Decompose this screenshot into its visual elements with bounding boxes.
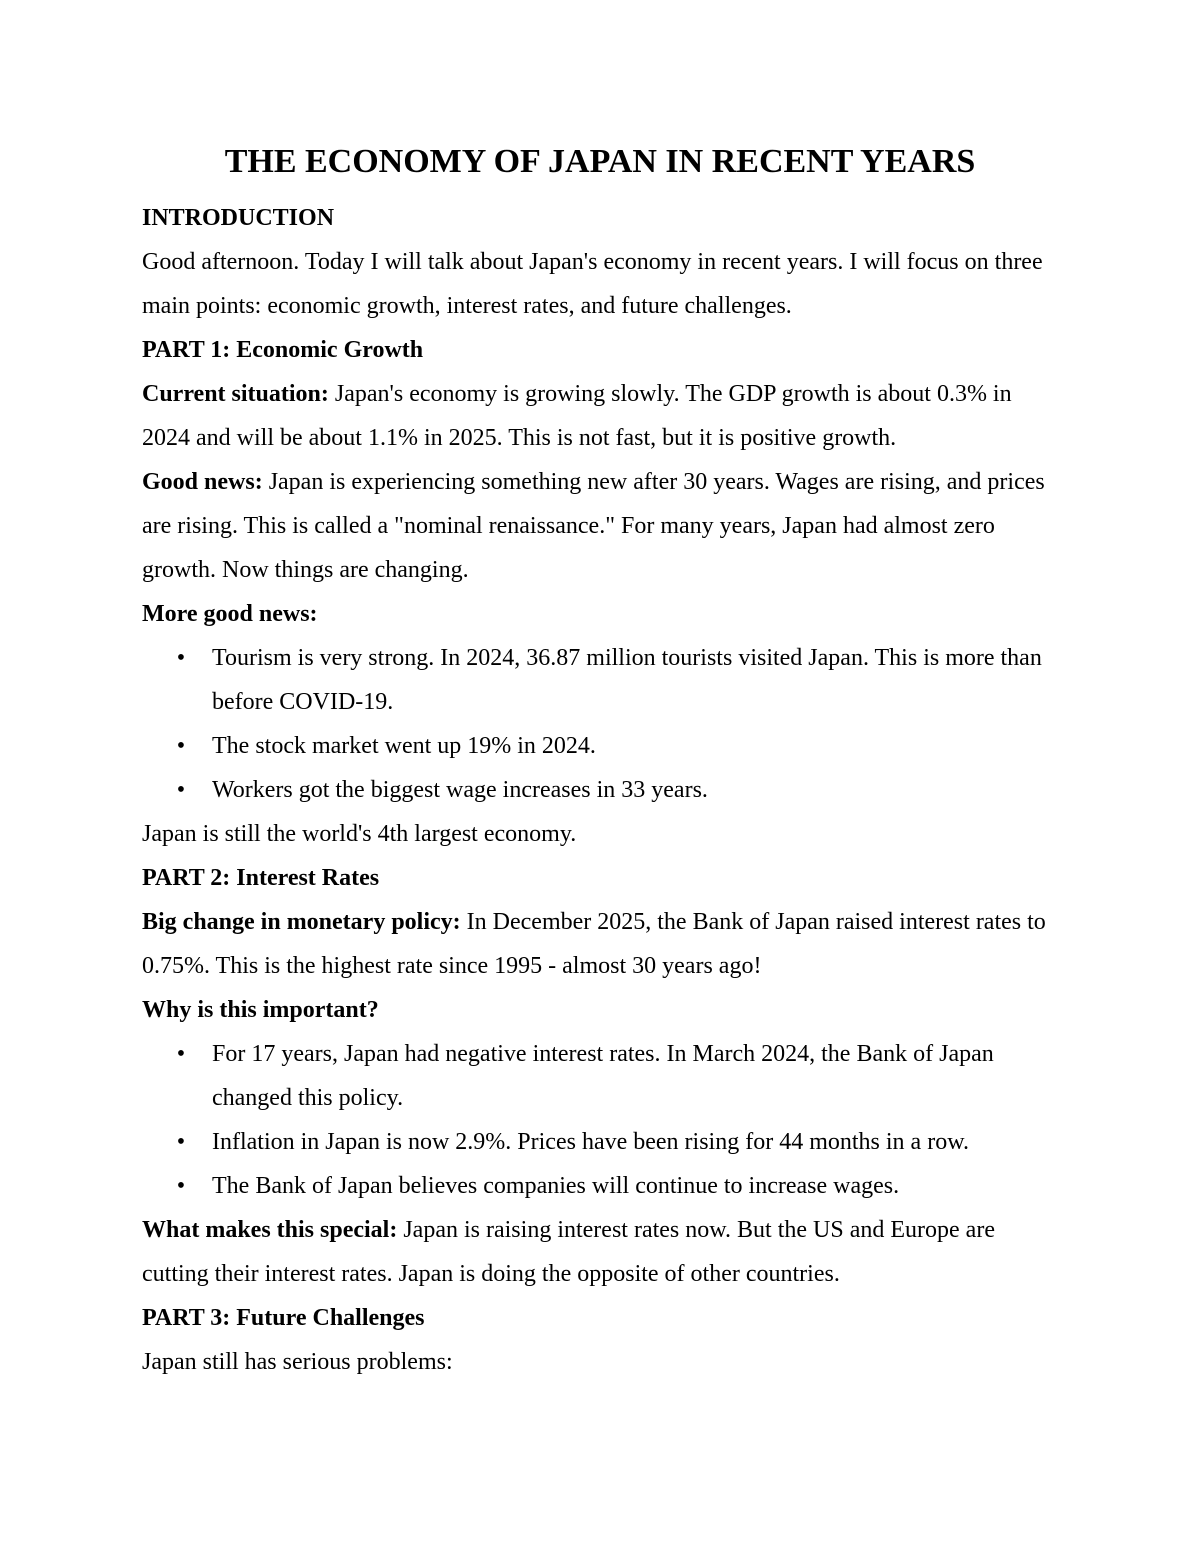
why-important-label: Why is this important?: [142, 997, 379, 1023]
list-item: [142, 636, 1062, 724]
bullet-icon: •: [176, 777, 186, 803]
introduction-heading: INTRODUCTION: [142, 205, 335, 231]
monetary-policy-paragraph: [142, 900, 1062, 988]
bullet-icon: •: [176, 733, 186, 759]
part1-heading: PART 1: Economic Growth: [142, 337, 424, 363]
part3-heading: PART 3: Future Challenges: [142, 1305, 425, 1331]
what-makes-special-text: Japan is raising interest rates now. But the US and Europe are cutting their interest rates. Japan is doing the opposite of other countries.: [142, 1217, 995, 1287]
part2-heading: PART 2: Interest Rates: [142, 865, 380, 891]
good-news-paragraph: [142, 460, 1062, 592]
bullet-icon: •: [176, 1041, 186, 1067]
list-item-text: For 17 years, Japan had negative interest rates. In March 2024, the Bank of Japan changed this policy.: [212, 1041, 994, 1111]
part2-bullet-list: [142, 1032, 1062, 1208]
list-item-text: Tourism is very strong. In 2024, 36.87 million tourists visited Japan. This is more than before COVID-19.: [212, 645, 1042, 715]
more-good-news-label: More good news:: [142, 601, 318, 627]
good-news-label: Good news:: [142, 469, 263, 495]
list-item: [142, 724, 1062, 768]
list-item: [142, 1120, 1062, 1164]
bullet-icon: •: [176, 1173, 186, 1199]
document-body: [142, 196, 1062, 1384]
current-situation-label: Current situation:: [142, 381, 329, 407]
current-situation-paragraph: [142, 372, 1062, 460]
what-makes-special-label: What makes this special:: [142, 1217, 398, 1243]
list-item: [142, 1032, 1062, 1120]
list-item: [142, 1164, 1062, 1208]
monetary-policy-text: In December 2025, the Bank of Japan raised interest rates to 0.75%. This is the highest rate since 1995 - almost 30 years ago!: [142, 909, 1046, 979]
part3-paragraph: Japan still has serious problems:: [142, 1349, 453, 1375]
good-news-text: Japan is experiencing something new after 30 years. Wages are rising, and prices are rising. This is called a "nominal renaissance." For many years, Japan had almost zero growth. Now things are changing.: [142, 469, 1045, 583]
list-item-text: Workers got the biggest wage increases in 33 years.: [212, 777, 708, 803]
list-item: [142, 768, 1062, 812]
document-title: THE ECONOMY OF JAPAN IN RECENT YEARS: [224, 143, 976, 180]
current-situation-text: Japan's economy is growing slowly. The GDP growth is about 0.3% in 2024 and will be about 1.1% in 2025. This is not fast, but it is positive growth.: [142, 381, 1012, 451]
list-item-text: The Bank of Japan believes companies will continue to increase wages.: [212, 1173, 900, 1199]
list-item-text: Inflation in Japan is now 2.9%. Prices have been rising for 44 months in a row.: [212, 1129, 969, 1155]
list-item-text: The stock market went up 19% in 2024.: [212, 733, 596, 759]
part1-closing-paragraph: Japan is still the world's 4th largest economy.: [142, 821, 577, 847]
what-makes-special-paragraph: [142, 1208, 1062, 1296]
bullet-icon: •: [176, 1129, 186, 1155]
bullet-icon: •: [176, 645, 186, 671]
introduction-paragraph: Good afternoon. Today I will talk about Japan's economy in recent years. I will focus on three main points: economic growth, interest rates, and future challenges.: [142, 249, 1043, 319]
part1-bullet-list: [142, 636, 1062, 812]
monetary-policy-label: Big change in monetary policy:: [142, 909, 461, 935]
